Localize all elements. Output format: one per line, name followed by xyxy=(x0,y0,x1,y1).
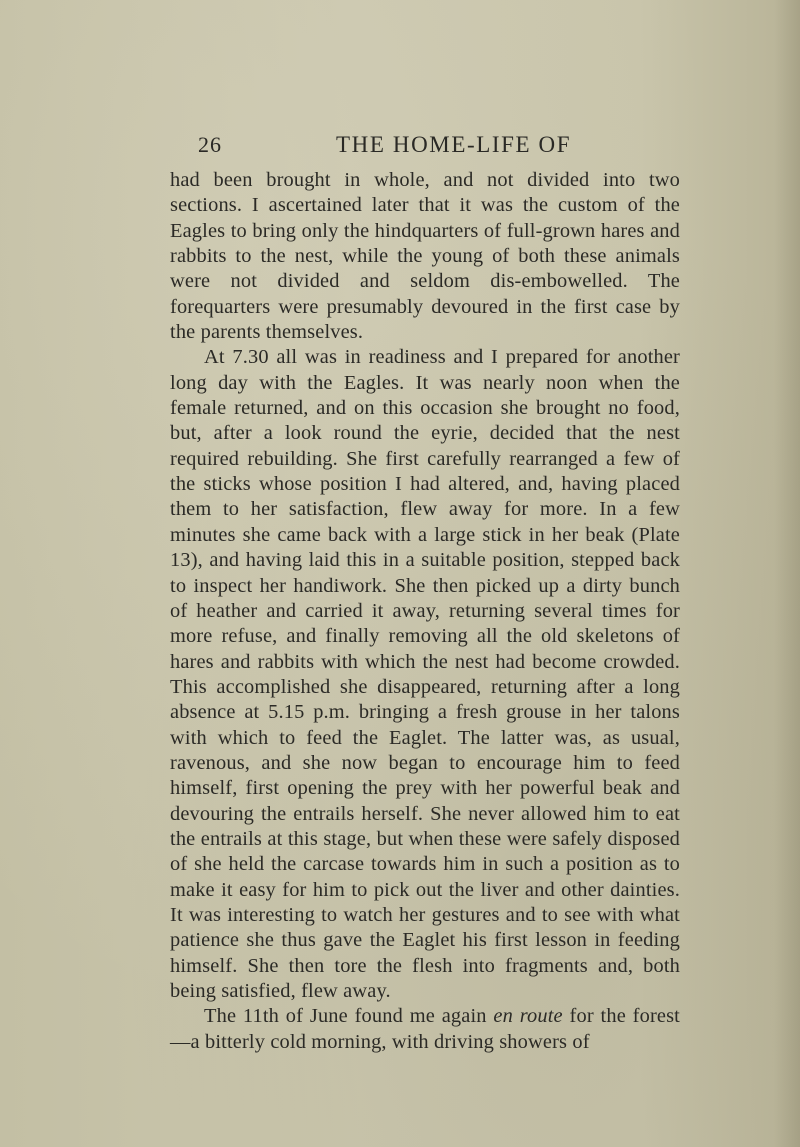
text-run: for the forest—a bitterly cold morning, with driving showers of xyxy=(170,1005,680,1053)
book-page xyxy=(170,132,680,1055)
page-number: 26 xyxy=(198,132,222,157)
body-text xyxy=(170,168,680,1055)
paragraph: At 7.30 all was in readiness and I prepared for another long day with the Eagles. It was nearly noon when the female returned, and on this occasion she brought no food, but, after a look round the eyrie, decided that the nest required rebuilding. She first carefully rearranged a few of the sticks whose position I had altered, and, having placed them to her satisfaction, flew away for more. In a few minutes she came back with a large stick in her beak (Plate 13), and having laid this in a suitable position, stepped back to inspect her handiwork. She then picked up a dirty bunch of heather and carried it away, returning several times for more refuse, and finally removing all the old skeletons of hares and rabbits with which the nest had become crowded. This accomplished she disappeared, returning after a long absence at 5.15 p.m. bringing a fresh grouse in her talons with which to feed the Eaglet. The latter was, as usual, ravenous, and she now began to encourage him to feed himself, first opening the prey with her powerful beak and devouring the entrails herself. She never allowed him to eat the entrails at this stage, but when these were safely disposed of she held the carcase towards him in such a position as to make it easy for him to pick out the liver and other dainties. It was interesting to watch her gestures and to see with what patience she thus gave the Eaglet his first lesson in feeding himself. She then tore the flesh into fragments and, both being satisfied, flew away. xyxy=(170,346,680,1002)
page-edge-shadow xyxy=(774,0,800,1147)
paragraph-continued: had been brought in whole, and not divided into two sections. I ascertained later that it was the custom of the Eagles to bring only the hindquarters of full-grown hares and rabbits to the nest, while the young of both these animals were not divided and seldom dis-embowelled. The forequarters were presumably devoured in the first case by the parents themselves. xyxy=(170,169,680,344)
paragraph-last xyxy=(170,1004,680,1055)
text-run: The 11th of June found me again xyxy=(204,1005,494,1028)
running-head xyxy=(170,132,680,168)
running-title: THE HOME-LIFE OF xyxy=(336,132,572,157)
italic-phrase: en route xyxy=(493,1005,563,1028)
